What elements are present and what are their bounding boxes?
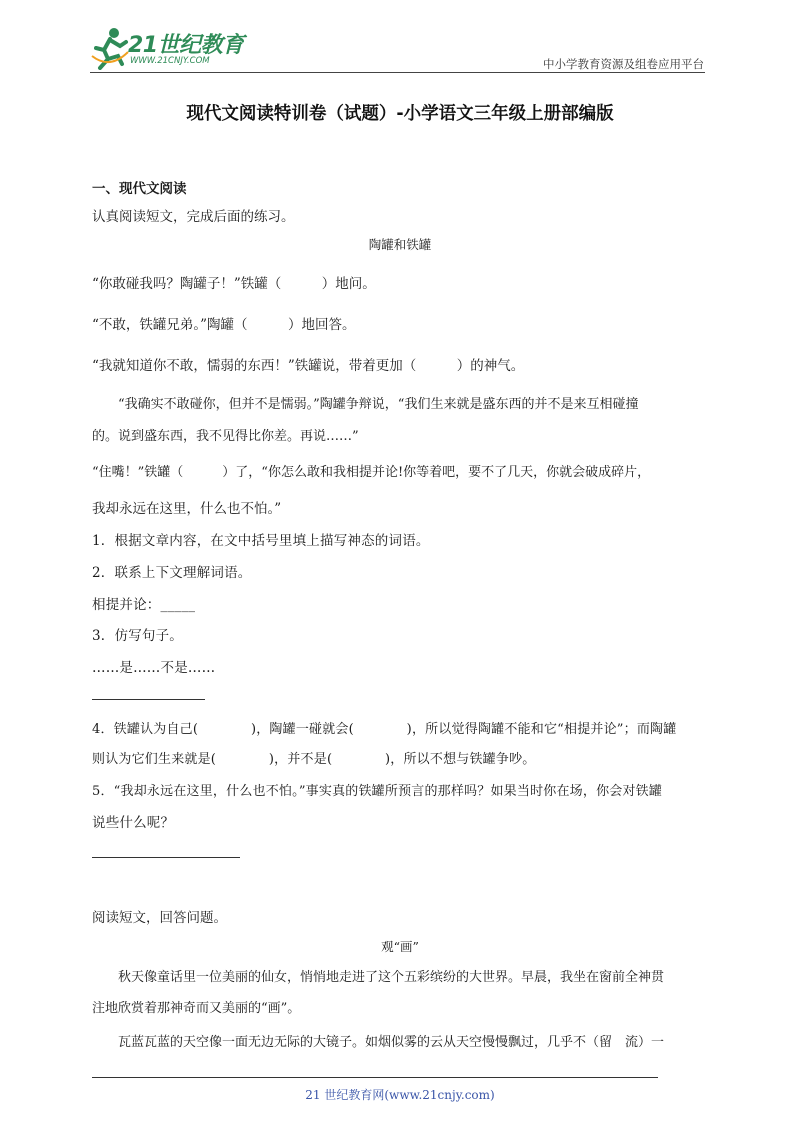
passage-line: 瓦蓝瓦蓝的天空像一面无边无际的大镜子。如烟似雾的云从天空慢慢飘过，几乎不（留 流）一 (92, 1035, 665, 1050)
passage-line: “我就知道你不敢，懦弱的东西！”铁罐说，带着更加（ ）的神气。 (92, 358, 525, 374)
header-divider (90, 72, 705, 73)
passage-line: 我却永远在这里，什么也不怕。” (92, 501, 282, 517)
passage-line: “你敢碰我吗？陶罐子！”铁罐（ ）地问。 (92, 276, 376, 292)
question-5: 5．“我却永远在这里，什么也不怕。”事实真的铁罐所预言的那样吗？如果当时你在场，你会对铁罐 (92, 784, 663, 799)
footer-text: 21 世纪教育网(www.21cnjy.com) (305, 1088, 495, 1102)
section-heading: 一、现代文阅读 (92, 181, 187, 197)
passage-line: “住嘴！”铁罐（ ）了，“你怎么敢和我相提并论!你等着吧，要不了几天，你就会破成碎片， (92, 465, 651, 480)
answer-line[interactable] (92, 857, 240, 858)
site-logo (90, 26, 250, 74)
passage-line: 的。说到盛东西，我不见得比你差。再说……” (92, 429, 359, 444)
platform-caption: 中小学教育资源及组卷应用平台 (543, 57, 704, 71)
passage-line: “不敢，铁罐兄弟。”陶罐（ ）地回答。 (92, 317, 356, 333)
footer-divider (92, 1077, 658, 1078)
question-2: 2．联系上下文理解词语。 (92, 565, 252, 581)
passage-title: 观“画” (381, 939, 419, 954)
logo-url: WWW.21CNJY.COM (130, 56, 210, 66)
question-1: 1．根据文章内容，在文中括号里填上描写神态的词语。 (92, 533, 430, 549)
passage-line: “我确实不敢碰你，但并不是懦弱。”陶罐争辩说，“我们生来就是盛东西的并不是来互相碰撞 (92, 397, 639, 412)
answer-blank-line[interactable]: 相提并论：_____ (92, 597, 196, 613)
runner-logo-icon (90, 26, 130, 70)
instruction: 认真阅读短文，完成后面的练习。 (92, 209, 295, 225)
logo-wordmark: 21世纪教育 (128, 33, 244, 58)
question-5-cont: 说些什么呢？ (92, 815, 175, 831)
question-3-pattern: ……是……不是…… (92, 660, 216, 676)
passage-line: 注地欣赏着那神奇而又美丽的“画”。 (92, 1001, 301, 1016)
passage-title: 陶罐和铁罐 (368, 237, 432, 252)
page-title: 现代文阅读特训卷（试题）-小学语文三年级上册部编版 (186, 104, 614, 124)
question-3: 3．仿写句子。 (92, 628, 183, 644)
question-4: 4．铁罐认为自己( )，陶罐一碰就会( )，所以觉得陶罐不能和它“相提并论”；而陶罐 (92, 722, 677, 737)
question-4-cont: 则认为它们生来就是( )，并不是( )，所以不想与铁罐争吵。 (92, 752, 536, 767)
instruction: 阅读短文，回答问题。 (92, 910, 227, 926)
passage-line: 秋天像童话里一位美丽的仙女，悄悄地走进了这个五彩缤纷的大世界。早晨，我坐在窗前全神贯 (92, 970, 665, 985)
answer-line[interactable] (92, 699, 205, 700)
